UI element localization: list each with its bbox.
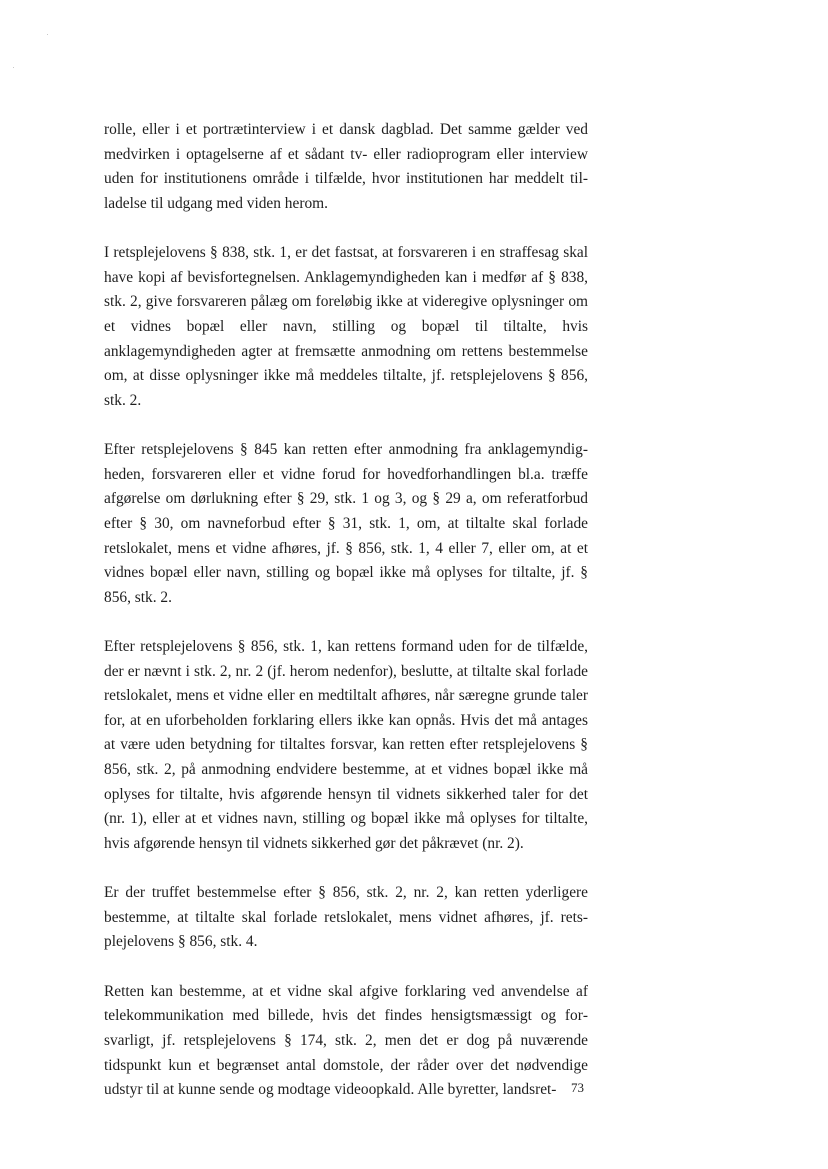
paragraph-5: Er der truffet bestemmelse efter § 856, stk. 2, nr. 2, kan retten yderligere bestemme, at tiltalte skal forlade retslokalet, mens vidnet afhøres, jf. retsplejelovens § 856, stk. 4.	[104, 884, 588, 951]
page-number: 73	[571, 1080, 584, 1095]
paragraph-4: Efter retsplejelovens § 856, stk. 1, kan rettens formand uden for de tilfælde, der er nævnt i stk. 2, nr. 2 (jf. herom nedenfor), beslutte, at tiltalte skal forlade retslokalet, mens et vidne eller en medtiltalt afhøres, når særegne grunde taler for, at en uforbeholden forklaring ellers ikke kan opnås. Hvis det må antages at være uden betydning for tiltaltes forsvar, kan retten efter retsplejelovens § 856, stk. 2, på anmodning endvidere bestemme, at et vidnes bopæl ikke må oplyses for tiltalte, hvis afgørende hensyn til vidnets sikkerhed taler for det (nr. 1), eller at et vidnes navn, stilling og bopæl ikke må oplyses for tiltalte, hvis afgørende hensyn til vidnets sikkerhed gør det påkrævet (nr. 2).	[104, 638, 588, 852]
paragraph-6: Retten kan bestemme, at et vidne skal afgive forklaring ved anvendelse af telekommunikation med billede, hvis det findes hensigtsmæssigt og forsvarligt, jf. retsplejelovens § 174, stk. 2, men det er dog på nuværende tidspunkt kun et begrænset antal domstole, der råder over det nødvendige udstyr til at kunne sende og modtage videoopkald. Alle byretter, landsret-	[104, 982, 588, 1099]
scan-speck	[47, 34, 48, 35]
paragraph-3: Efter retsplejelovens § 845 kan retten efter anmodning fra anklagemyndigheden, forsvareren eller et vidne forud for hovedforhandlingen bl.a. træffe afgørelse om dørlukning efter § 29, stk. 1 og 3, og § 29 a, om referatforbud efter § 30, om navneforbud efter § 31, stk. 1, om, at tiltalte skal forlade retslokalet, mens et vidne afhøres, jf. § 856, stk. 1, 4 eller 7, eller om, at et vidnes bopæl eller navn, stilling og bopæl ikke må oplyses for tiltalte, jf. § 856, stk. 2.	[104, 441, 588, 606]
paragraph-1: rolle, eller i et portrætinterview i et dansk dagblad. Det samme gælder ved medvirken i optagelserne af et sådant tv- eller radioprogram eller interview uden for institutionens område i tilfælde, hvor institutionen har meddelt tilladelse til udgang med viden herom.	[104, 121, 588, 212]
scan-speck	[13, 67, 14, 68]
document-body	[104, 118, 588, 1103]
paragraph-2: I retsplejelovens § 838, stk. 1, er det fastsat, at forsvareren i en straffesag skal have kopi af bevisfortegnelsen. Anklagemyndigheden kan i medfør af § 838, stk. 2, give forsvareren pålæg om foreløbig ikke at videregive oplysninger om et vidnes bopæl eller navn, stilling og bopæl til tiltalte, hvis anklagemyndigheden agter at fremsætte anmodning om rettens bestemmelse om, at disse oplysninger ikke må meddeles tiltalte, jf. retsplejelovens § 856, stk. 2.	[104, 244, 588, 409]
